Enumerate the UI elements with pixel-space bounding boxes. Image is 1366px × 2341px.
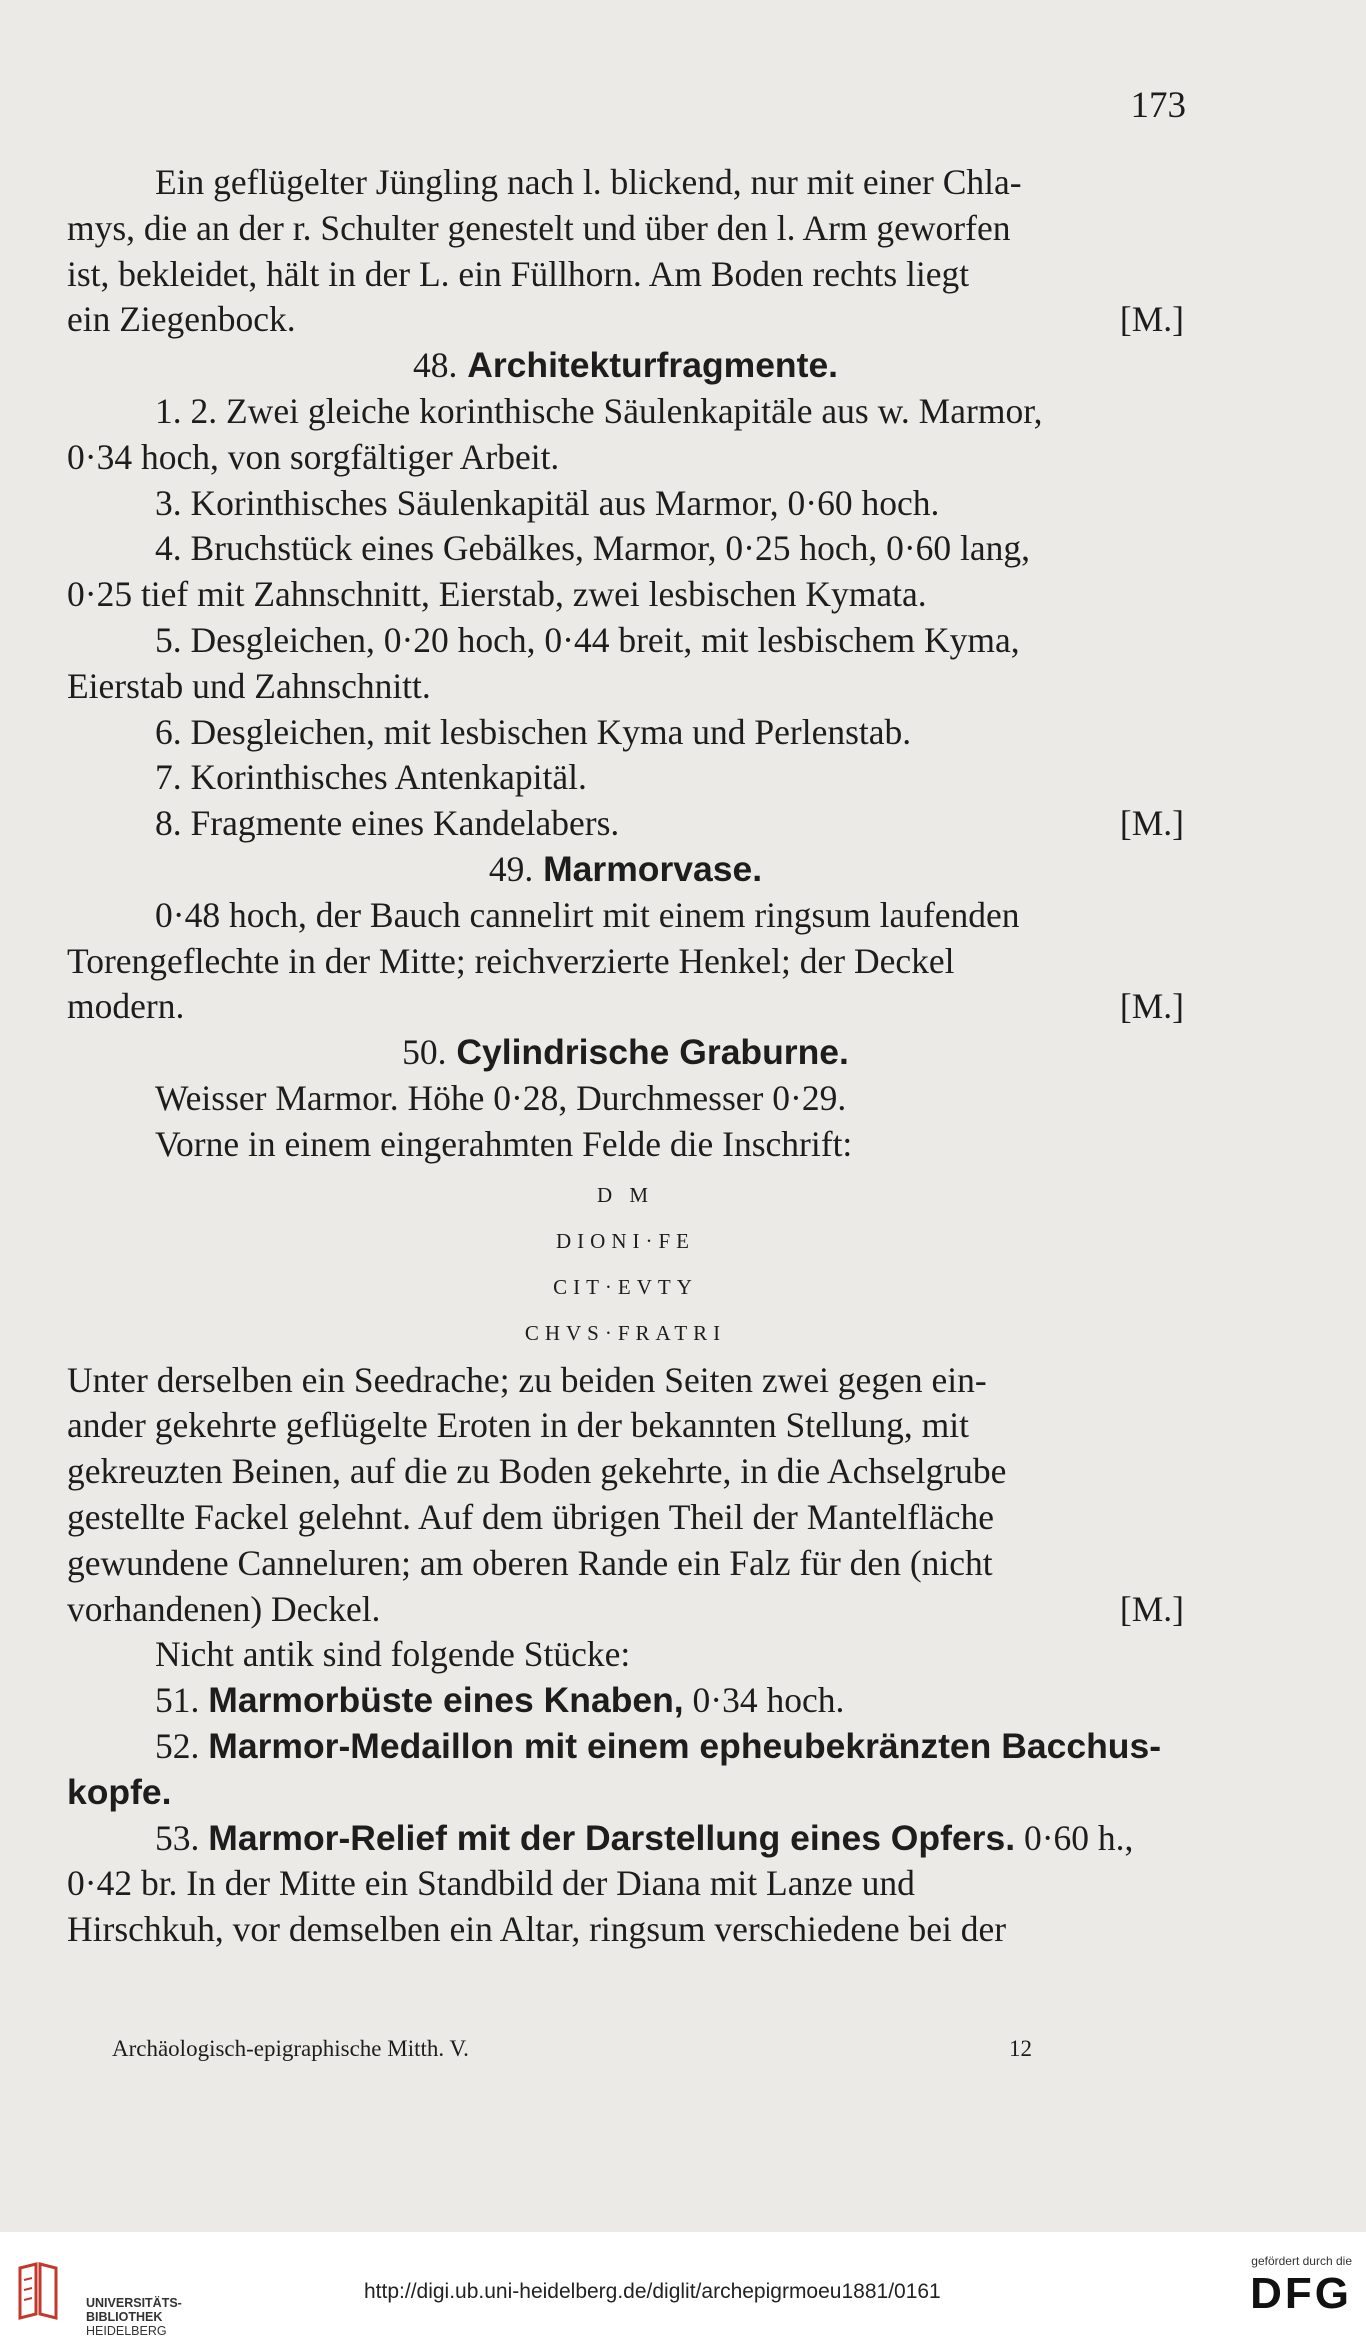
item-number: 52. bbox=[155, 1725, 200, 1766]
page-number: 173 bbox=[1130, 85, 1186, 126]
paragraph-line: 4. Bruchstück eines Gebälkes, Marmor, 0·25 hoch, 0·60 lang, bbox=[155, 528, 1031, 569]
library-name-line: UNIVERSITÄTS- bbox=[86, 2296, 182, 2310]
item-text: 0·34 hoch. bbox=[692, 1680, 845, 1721]
viewer-footer-bar bbox=[0, 2232, 1366, 2341]
paragraph-line: Unter derselben ein Seedrache; zu beiden Seiten zwei gegen ein- bbox=[67, 1359, 987, 1400]
section-heading-48 bbox=[67, 343, 1184, 389]
dfg-funding-logo[interactable] bbox=[1250, 2254, 1352, 2320]
section-title: Marmorvase. bbox=[543, 848, 763, 889]
line-text: modern. bbox=[67, 986, 185, 1027]
section-heading-50 bbox=[67, 1030, 1184, 1076]
university-seal-icon bbox=[14, 2260, 64, 2322]
museum-reference: [M.] bbox=[1119, 986, 1184, 1027]
line-text: vorhandenen) Deckel. bbox=[67, 1588, 381, 1629]
item-text: 0·60 h., bbox=[1023, 1817, 1134, 1858]
paragraph-line: 7. Korinthisches Antenkapitäl. bbox=[155, 757, 587, 798]
paragraph-line: ist, bekleidet, hält in der L. ein Füllhorn. Am Boden rechts liegt bbox=[67, 253, 970, 294]
paragraph-line: 1. 2. Zwei gleiche korinthische Säulenkapitäle aus w. Marmor, bbox=[155, 390, 1043, 431]
section-number: 49. bbox=[488, 848, 534, 889]
section-heading-49 bbox=[67, 847, 1184, 893]
page-body bbox=[67, 160, 1184, 1953]
permalink-url[interactable]: http://digi.ub.uni-heidelberg.de/diglit/archepigrmoeu1881/0161 bbox=[364, 2280, 941, 2303]
paragraph-line: Vorne in einem eingerahmten Felde die Inschrift: bbox=[155, 1123, 853, 1164]
item-number: 51. bbox=[155, 1680, 200, 1721]
paragraph-line bbox=[67, 1587, 1184, 1633]
inscription-line: CHVS·FRATRI bbox=[524, 1320, 727, 1345]
paragraph-line: 5. Desgleichen, 0·20 hoch, 0·44 breit, mit lesbischem Kyma, bbox=[155, 619, 1020, 660]
library-logo[interactable] bbox=[14, 2260, 182, 2338]
library-name-line: BIBLIOTHEK bbox=[86, 2310, 163, 2324]
paragraph-line: Torengeflechte in der Mitte; reichverzierte Henkel; der Deckel bbox=[67, 940, 955, 981]
section-number: 50. bbox=[402, 1032, 447, 1073]
paragraph-line: gewundene Canneluren; am oberen Rande ein Falz für den (nicht bbox=[67, 1542, 993, 1583]
library-name bbox=[86, 2296, 182, 2338]
item-number: 53. bbox=[155, 1817, 200, 1858]
paragraph-line bbox=[67, 801, 1184, 847]
dfg-logo-text: DFG bbox=[1250, 2269, 1352, 2318]
footer-signature-number: 12 bbox=[1009, 2036, 1032, 2061]
footer-journal-title: Archäologisch-epigraphische Mitth. V. bbox=[112, 2036, 469, 2061]
paragraph-line: Nicht antik sind folgende Stücke: bbox=[155, 1634, 631, 1675]
paragraph-line: gestellte Fackel gelehnt. Auf dem übrigen Theil der Mantelfläche bbox=[67, 1496, 994, 1537]
library-name-line: HEIDELBERG bbox=[86, 2324, 167, 2338]
paragraph-line: 6. Desgleichen, mit lesbischen Kyma und Perlenstab. bbox=[155, 711, 912, 752]
paragraph-line: 0·42 br. In der Mitte ein Standbild der Diana mit Lanze und bbox=[67, 1863, 915, 1904]
paragraph-line: mys, die an der r. Schulter genestelt und über den l. Arm geworfen bbox=[67, 207, 1011, 248]
line-text: ein Ziegenbock. bbox=[67, 299, 296, 340]
item-53 bbox=[67, 1816, 1184, 1862]
item-title: Marmorbüste eines Knaben, bbox=[208, 1680, 684, 1721]
paragraph-line: 0·34 hoch, von sorgfältiger Arbeit. bbox=[67, 436, 560, 477]
item-title: kopfe. bbox=[67, 1771, 172, 1812]
item-52-continued bbox=[67, 1770, 1184, 1816]
paragraph-line: Weisser Marmor. Höhe 0·28, Durchmesser 0·29. bbox=[155, 1077, 847, 1118]
paragraph-line: gekreuzten Beinen, auf die zu Boden gekehrte, in die Achselgrube bbox=[67, 1451, 1007, 1492]
museum-reference: [M.] bbox=[1119, 803, 1184, 844]
section-title: Architekturfragmente. bbox=[467, 345, 839, 386]
page-footer bbox=[112, 2036, 1032, 2062]
paragraph-line: Hirschkuh, vor demselben ein Altar, ringsum verschiedene bei der bbox=[67, 1909, 1007, 1950]
paragraph-line: 0·25 tief mit Zahnschnitt, Eierstab, zwei lesbischen Kymata. bbox=[67, 574, 927, 615]
inscription-line: CIT·EVTY bbox=[553, 1274, 698, 1299]
item-title: Marmor-Relief mit der Darstellung eines Opfers. bbox=[208, 1817, 1016, 1858]
paragraph-line: 3. Korinthisches Säulenkapitäl aus Marmor, 0·60 hoch. bbox=[155, 482, 940, 523]
section-title: Cylindrische Graburne. bbox=[456, 1032, 849, 1073]
item-51 bbox=[67, 1678, 1184, 1724]
funded-by-label: gefördert durch die bbox=[1251, 2254, 1352, 2268]
paragraph-line bbox=[67, 984, 1184, 1030]
paragraph-line: Ein geflügelter Jüngling nach l. blickend, nur mit einer Chla- bbox=[155, 162, 1022, 202]
item-title: Marmor-Medaillon mit einem epheubekränzten Bacchus- bbox=[208, 1725, 1162, 1766]
inscription-line: D M bbox=[596, 1182, 655, 1207]
inscription bbox=[67, 1172, 1184, 1356]
item-52 bbox=[67, 1724, 1184, 1770]
paragraph-line: ander gekehrte geflügelte Eroten in der bekannten Stellung, mit bbox=[67, 1405, 969, 1446]
inscription-line: DIONI·FE bbox=[556, 1228, 695, 1253]
museum-reference: [M.] bbox=[1119, 299, 1184, 340]
paragraph-line: Eierstab und Zahnschnitt. bbox=[67, 665, 431, 706]
paragraph-line: 0·48 hoch, der Bauch cannelirt mit einem ringsum laufenden bbox=[155, 894, 1020, 935]
paragraph-line bbox=[67, 297, 1184, 343]
line-text: 8. Fragmente eines Kandelabers. bbox=[155, 803, 620, 844]
section-number: 48. bbox=[412, 345, 458, 386]
museum-reference: [M.] bbox=[1119, 1588, 1184, 1629]
